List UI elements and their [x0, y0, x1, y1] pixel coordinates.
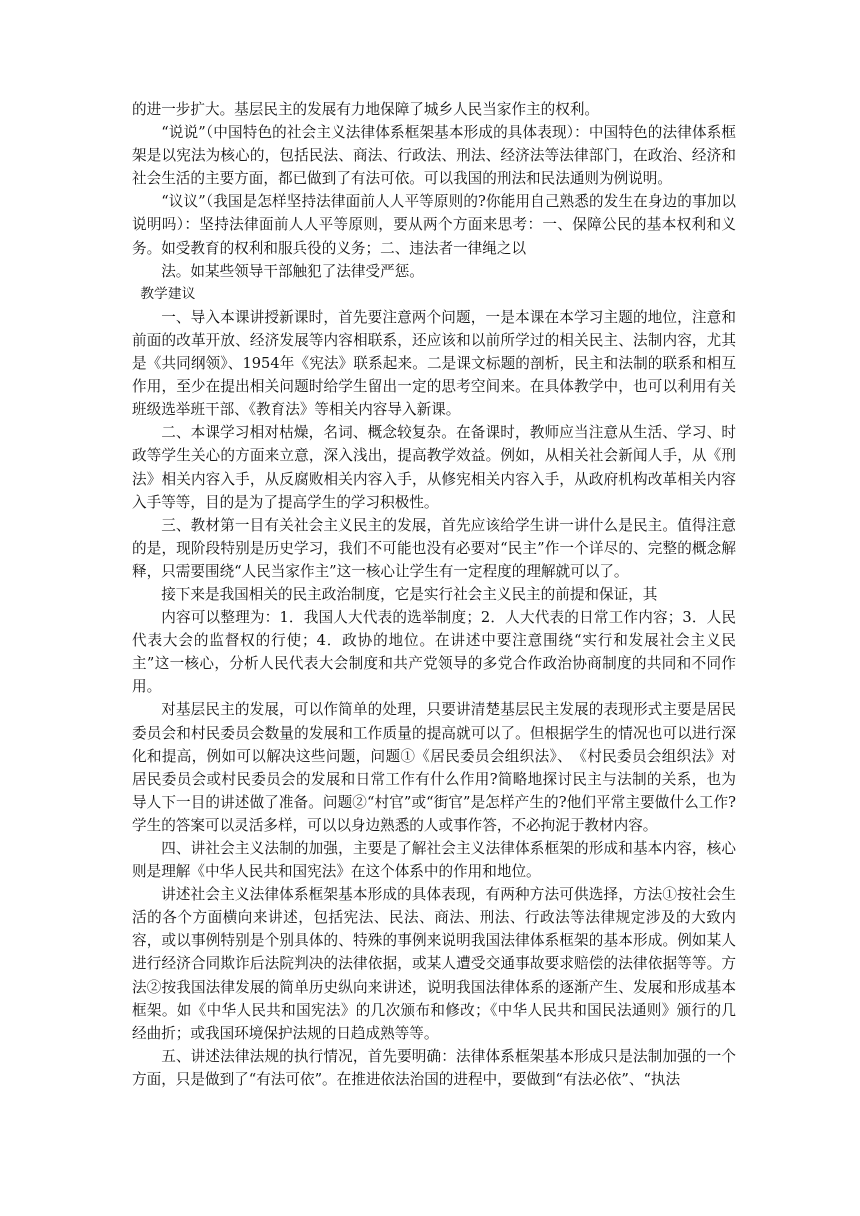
- paragraph-continuation: 的进一步扩大。基层民主的发展有力地保障了城乡人民当家作主的权利。: [132, 101, 600, 118]
- paragraph-suggestion-3b: 接下来是我国相关的民主政治制度，它是实行社会主义民主的前提和保证，其: [161, 585, 658, 603]
- paragraph-yiyi: “议议”（我国是怎样坚持法律面前人人平等原则的?你能用自己熟悉的发生在身边的事加以说明吗）：坚持法律面前人人平等原则，要从两个方面来思考：一、保障公民的基本权利和义务。如受教育的权利和服兵役的义务；二、违法者一律绳之以: [132, 193, 736, 257]
- paragraph-suggestion-5: 五、讲述法律法规的执行情况，首先要明确：法律体系框架基本形成只是法制加强的一个方面，只是做到了“有法可依”。在推进依法治国的进程中，要做到“有法必依”、“执法: [132, 1047, 736, 1088]
- paragraph-suggestion-4: 四、讲社会主义法制的加强，主要是了解社会主义法律体系框架的形成和基本内容，核心则是理解《中华人民共和国宪法》在这个体系中的作用和地位。: [132, 840, 736, 881]
- section-heading-teaching-suggestions: 教学建议: [140, 285, 196, 302]
- paragraph-suggestion-2: 二、本课学习相对枯燥，名词、概念较复杂。在备课时，教师应当注意从生活、学习、时政等学生关心的方面来立意，深入浅出，提高教学效益。例如，从相关社会新闻人手，从《刑法》相关内容入手，从反腐败相关内容入手，从修宪相关内容入手，从政府机构改革相关内容入手等等，目的是为了提高学生的学习积极性。: [132, 424, 736, 511]
- paragraph-suggestion-1: 一、导入本课讲授新课时，首先要注意两个问题，一是本课在本学习主题的地位，注意和前面的改革开放、经济发展等内容相联系，还应该和以前所学过的相关民主、法制内容，尤其是《共同纲领》、1954年《宪法》联系起来。二是课文标题的剖析，民主和法制的联系和相互作用，至少在提出相关问题时给学生留出一定的思考空间来。在具体教学中，也可以利用有关班级选举班干部、《教育法》等相关内容导入新课。: [132, 308, 736, 419]
- paragraph-legal-system: 讲述社会主义法律体系框架基本形成的具体表现，有两种方法可供选择，方法①按社会生活的各个方面横向来讲述，包括宪法、民法、商法、刑法、行政法等法律规定涉及的大致内容，或以事例特别是个别具体的、特殊的事例来说明我国法律体系框架的基本形成。例如某人进行经济合同欺诈后法院判决的法律依据，或某人遭受交通事故要求赔偿的法律依据等等。方法②按我国法律发展的简单历史纵向来讲述，说明我国法律体系的逐渐产生、发展和形成基本框架。如《中华人民共和国宪法》的几次颁布和修改；《中华人民共和国民法通则》颁行的几经曲折；或我国环境保护法规的日趋成熟等等。: [132, 886, 736, 1042]
- paragraph-grassroots-democracy: 对基层民主的发展，可以作简单的处理，只要讲清楚基层民主发展的表现形式主要是居民委员会和村民委员会数量的发展和工作质量的提高就可以了。但根据学生的情况也可以进行深化和提高，例如可以解决这些问题，问题①《居民委员会组织法》、 《村民委员会组织法》对居民委员会或村民委员会的发展和日常工作有什么作用?简略地探讨民主与法制的关系，也为导人下一目的讲述做了准备。问题②“村官”或“街官”是怎样产生的?他们平常主要做什么工作?学生的答案可以灵活多样，可以以身边熟悉的人或事作答，不必拘泥于教材内容。: [132, 701, 736, 834]
- document-page: [132, 98, 736, 1091]
- paragraph-suggestion-3c: 内容可以整理为：1．我国人大代表的选举制度；2．人大代表的日常工作内容；3．人民代表大会的监督权的行使；4．政协的地位。在讲述中要注意围绕“实行和发展社会主义民主”这一核心，分析人民代表大会制度和共产党领导的多党合作政治协商制度的共同和不同作用。: [132, 609, 736, 696]
- paragraph-yiyi-end: 法。如某些领导干部触犯了法律受严惩。: [161, 262, 424, 280]
- paragraph-shuoshuo: “说说”（中国特色的社会主义法律体系框架基本形成的具体表现）：中国特色的法律体系框架是以宪法为核心的，包括民法、商法、行政法、刑法、经济法等法律部门，在政治、经济和社会生活的主要方面，都已做到了有法可依。可以我国的刑法和民法通则为例说明。: [132, 124, 736, 188]
- paragraph-suggestion-3: 三、教材第一目有关社会主义民主的发展，首先应该给学生讲一讲什么是民主。值得注意的是，现阶段特别是历史学习，我们不可能也没有必要对“民主”作一个详尽的、完整的概念解释，只需要围绕“人民当家作主”这一核心让学生有一定程度的理解就可以了。: [132, 516, 736, 580]
